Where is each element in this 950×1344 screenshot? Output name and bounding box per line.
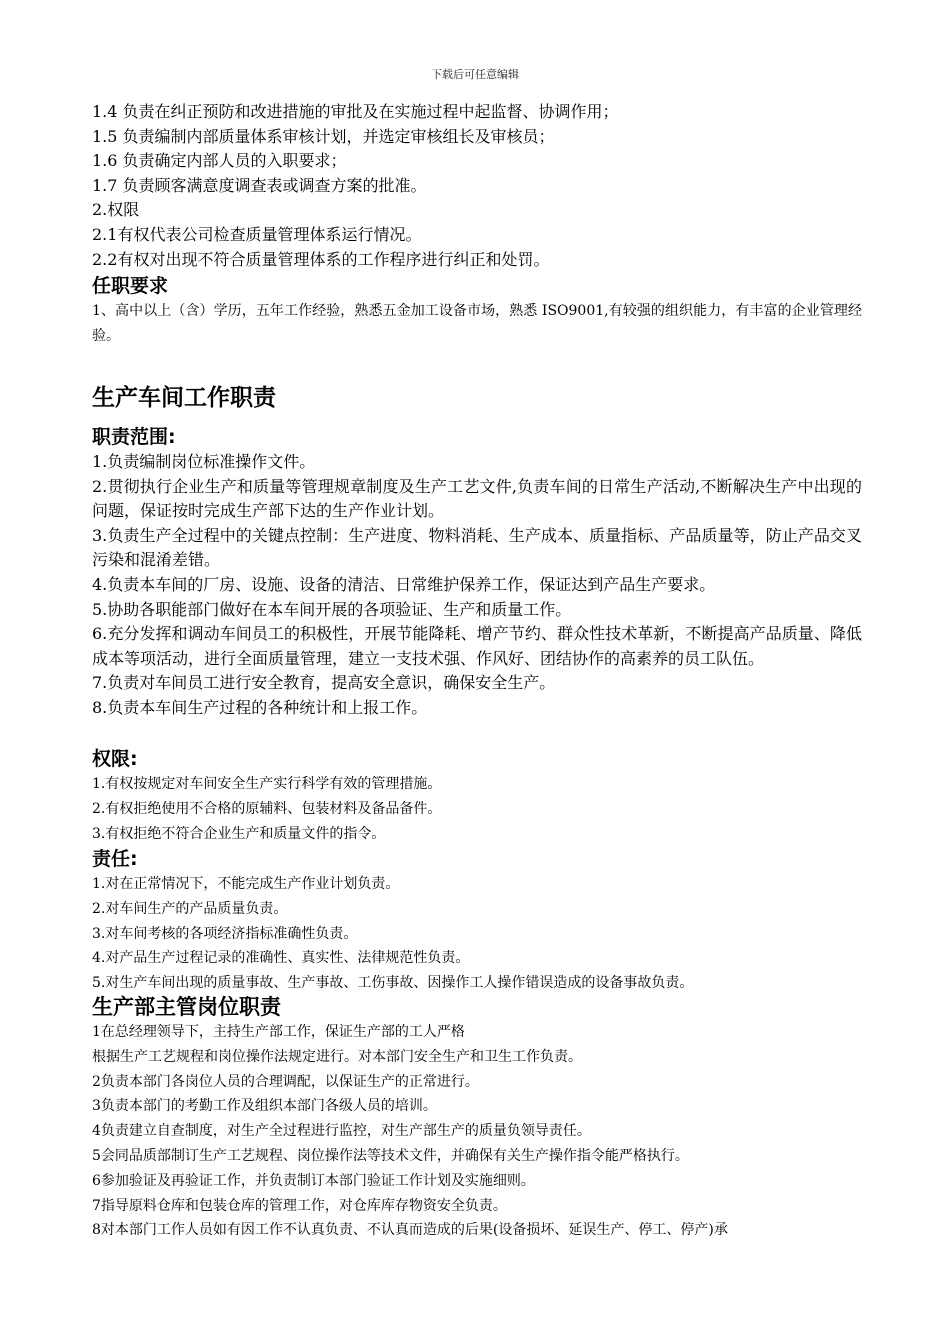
list-item: 1在总经理领导下，主持生产部工作，保证生产部的工人严格	[92, 1024, 465, 1040]
list-item: 2.对车间生产的产品质量负责。	[92, 900, 288, 917]
list-item: 4负责建立自查制度，对生产全过程进行监控，对生产部生产的质量负领导责任。	[92, 1123, 591, 1140]
list-item: 2.1有权代表公司检查质量管理体系运行情况。	[92, 224, 422, 244]
list-item: 7指导原料仓库和包装仓库的管理工作，对仓库库存物资安全负责。	[92, 1197, 507, 1214]
list-item: 6参加验证及再验证工作，并负责制订本部门验证工作计划及实施细则。	[92, 1172, 535, 1189]
header-note: 下载后可任意编辑	[431, 68, 519, 81]
list-item: 7.负责对车间员工进行安全教育，提高安全意识，确保安全生产。	[92, 673, 556, 693]
scope-section	[92, 424, 862, 721]
list-item: 1.有权按规定对车间安全生产实行科学有效的管理措施。	[92, 776, 442, 792]
authority-section	[92, 746, 862, 846]
requirements-section	[92, 273, 862, 349]
list-item: 1.6 负责确定内部人员的入职要求；	[92, 151, 347, 171]
list-item: 8.负责本车间生产过程的各种统计和上报工作。	[92, 697, 428, 717]
list-item: 5会同品质部制订生产工艺规程、岗位操作法等技术文件，并确保有关生产操作指令能严格执行。	[92, 1147, 689, 1164]
list-item: 根据生产工艺规程和岗位操作法规定进行。对本部门安全生产和卫生工作负责。	[92, 1048, 582, 1065]
supervisor-title: 生产部主管岗位职责	[92, 995, 281, 1019]
list-item: 1.7 负责顾客满意度调查表或调查方案的批准。	[92, 175, 427, 195]
list-item: 5.对生产车间出现的质量事故、生产事故、工伤事故、因操作工人操作错误造成的设备事故负责。	[92, 975, 694, 992]
authority-heading: 权限:	[92, 748, 138, 770]
requirements-heading: 任职要求	[92, 275, 169, 297]
list-item: 8对本部门工作人员如有因工作不认真负责、不认真而造成的后果(设备损坏、延误生产、停工、停产)承	[92, 1222, 728, 1239]
list-item: 2.有权拒绝使用不合格的原辅料、包装材料及备品备件。	[92, 800, 442, 817]
top-list	[92, 100, 862, 272]
supervisor-section	[92, 994, 862, 1243]
list-item: 1.负责编制岗位标准操作文件。	[92, 452, 316, 471]
list-item: 4.负责本车间的厂房、设施、设备的清洁、日常维护保养工作，保证达到产品生产要求。	[92, 574, 716, 594]
list-item: 3.对车间考核的各项经济指标准确性负责。	[92, 925, 358, 942]
responsibility-section	[92, 846, 862, 996]
list-item: 2.贯彻执行企业生产和质量等管理规章制度及生产工艺文件,负责车间的日常生产活动,不断解决生产中出现的问题，保证按时完成生产部下达的生产作业计划。	[92, 476, 862, 521]
list-item: 6.充分发挥和调动车间员工的积极性，开展节能降耗、增产节约、群众性技术革新，不断提高产品质量、降低成本等项活动，进行全面质量管理，建立一支技术强、作风好、团结协作的高素养的员工队伍。	[92, 624, 862, 668]
workshop-title-block	[92, 383, 862, 413]
responsibility-heading: 责任:	[92, 848, 138, 870]
list-item: 5.协助各职能部门做好在本车间开展的各项验证、生产和质量工作。	[92, 599, 572, 619]
list-item: 3负责本部门的考勤工作及组织本部门各级人员的培训。	[92, 1098, 437, 1115]
list-item: 2.2有权对出现不符合质量管理体系的工作程序进行纠正和处罚。	[92, 249, 550, 269]
list-item: 1.5 负责编制内部质量体系审核计划，并选定审核组长及审核员；	[92, 126, 555, 146]
list-item: 3.负责生产全过程中的关键点控制：生产进度、物料消耗、生产成本、质量指标、产品质量等，防止产品交叉污染和混淆差错。	[92, 525, 862, 570]
list-item: 4.对产品生产过程记录的准确性、真实性、法律规范性负责。	[92, 950, 470, 967]
list-item: 2负责本部门各岗位人员的合理调配，以保证生产的正常进行。	[92, 1073, 479, 1090]
list-item: 1.对在正常情况下，不能完成生产作业计划负责。	[92, 876, 400, 892]
list-item: 1.4 负责在纠正预防和改进措施的审批及在实施过程中起监督、协调作用；	[92, 102, 619, 121]
scope-heading: 职责范围:	[92, 426, 176, 448]
list-item: 3.有权拒绝不符合企业生产和质量文件的指令。	[92, 825, 386, 842]
workshop-title: 生产车间工作职责	[92, 385, 276, 411]
list-item: 2.权限	[92, 200, 140, 220]
requirements-text: 1、高中以上（含）学历，五年工作经验，熟悉五金加工设备市场，熟悉 ISO9001,有较强的组织能力，有丰富的企业管理经验。	[92, 303, 862, 344]
